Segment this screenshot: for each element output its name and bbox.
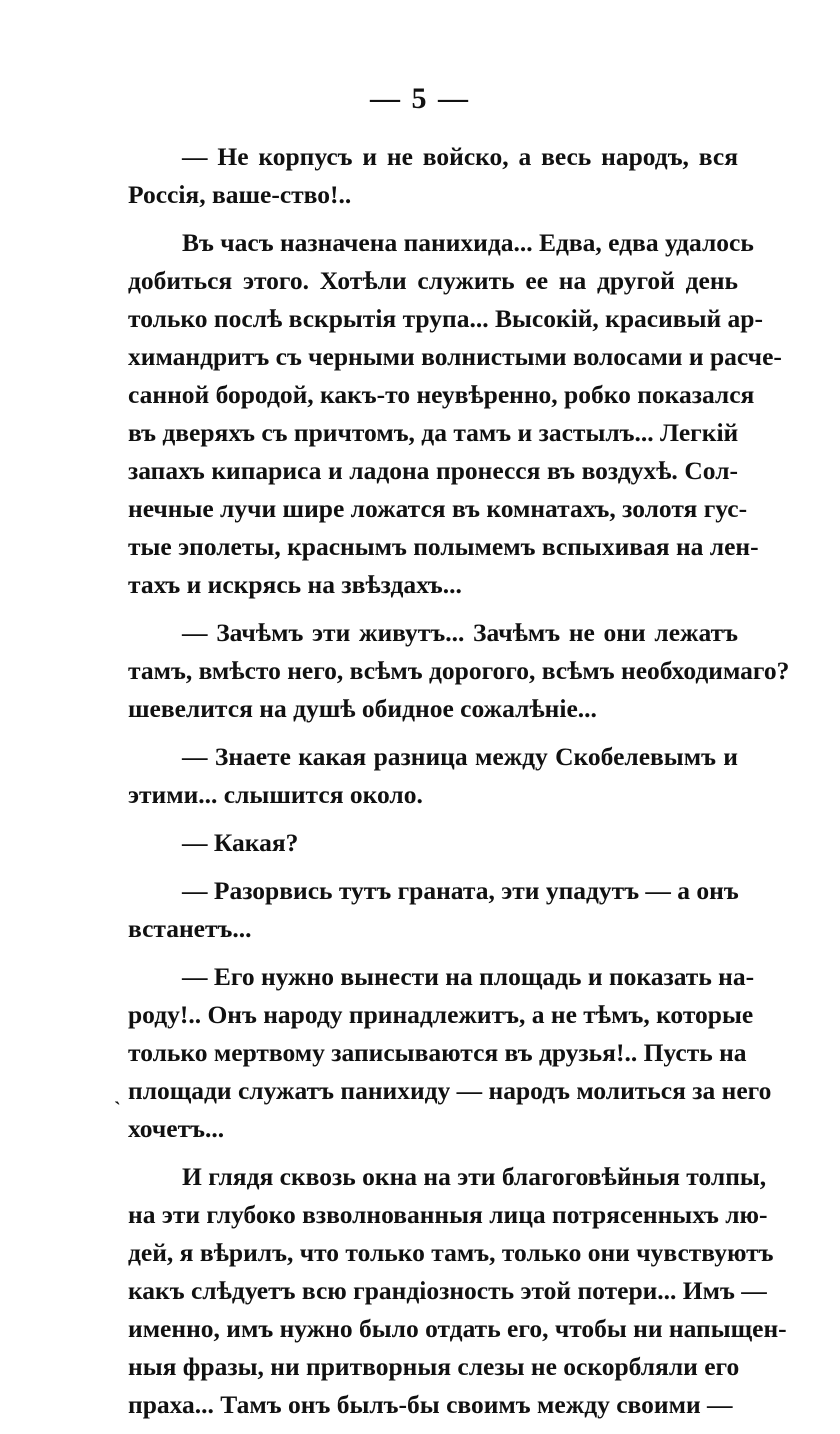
text-line: тамъ, вмѣсто него, всѣмъ дорогого, всѣмъ необходимаго? bbox=[128, 656, 790, 685]
paragraph bbox=[128, 224, 782, 604]
text-line: какъ слѣдуетъ всю грандіозность этой потери... Имъ — bbox=[128, 1276, 767, 1305]
text-line: встанетъ... bbox=[128, 914, 252, 943]
margin-mark: ˎ bbox=[114, 1083, 121, 1105]
text-line: хочетъ... bbox=[128, 1114, 225, 1143]
paragraph bbox=[128, 958, 772, 1148]
text-line: — Знаете какая разница между Скобелевымъ и bbox=[182, 742, 738, 771]
text-line: Въ часъ назначена панихида... Едва, едва удалось bbox=[182, 228, 754, 257]
text-line: тые эполеты, краснымъ полымемъ вспыхивая на лен- bbox=[128, 532, 759, 561]
text-line: праха... Тамъ онъ былъ-бы своимъ между своими — bbox=[128, 1390, 733, 1419]
paragraph bbox=[128, 614, 790, 728]
text-line: — Разорвись тутъ граната, эти упадутъ — а онъ bbox=[182, 876, 739, 905]
text-line: нечные лучи шире ложатся въ комнатахъ, золотя гус- bbox=[128, 494, 748, 523]
body-text bbox=[128, 138, 790, 1434]
text-line: И глядя сквозь окна на эти благоговѣйныя толпы, bbox=[182, 1162, 767, 1191]
text-line: дей, я вѣрилъ, что только тамъ, только они чувствуютъ bbox=[128, 1238, 774, 1267]
text-line: этими... слышится около. bbox=[128, 780, 423, 809]
text-line: роду!.. Онъ народу принадлежитъ, а не тѣмъ, которые bbox=[128, 1000, 754, 1029]
text-line: химандритъ съ черными волнистыми волосами и расче- bbox=[128, 342, 782, 371]
text-line: — Зачѣмъ эти живутъ... Зачѣмъ не они лежатъ bbox=[182, 618, 738, 647]
text-line: ныя фразы, ни притворныя слезы не оскорбляли его bbox=[128, 1352, 740, 1381]
text-line: въ дверяхъ съ причтомъ, да тамъ и застылъ... Легкій bbox=[128, 418, 739, 447]
text-line: — Не корпусъ и не войско, а весь народъ, вся bbox=[182, 142, 738, 171]
paragraph bbox=[128, 1158, 787, 1424]
text-line: на эти глубоко взволнованныя лица потрясенныхъ лю- bbox=[128, 1200, 768, 1229]
text-line: только послѣ вскрытія трупа... Высокій, красивый ар- bbox=[128, 304, 763, 333]
text-line: — Его нужно вынести на площадь и показать на- bbox=[182, 962, 755, 991]
paragraph bbox=[128, 824, 738, 862]
page-number: — 5 — bbox=[370, 82, 470, 115]
paragraph bbox=[128, 738, 738, 814]
paragraph bbox=[128, 138, 738, 214]
text-line: запахъ кипариса и ладона пронесся въ воздухѣ. Сол- bbox=[128, 456, 738, 485]
text-line: — Какая? bbox=[182, 828, 299, 857]
text-line: именно, имъ нужно было отдать его, чтобы ни напыщен- bbox=[128, 1314, 787, 1343]
text-line: Россія, ваше-ство!.. bbox=[128, 180, 352, 209]
text-line: санной бородой, какъ-то неувѣренно, робко показался bbox=[128, 380, 755, 409]
text-line: шевелится на душѣ обидное сожалѣніе... bbox=[128, 694, 597, 723]
text-line: добиться этого. Хотѣли служить ее на другой день bbox=[128, 266, 738, 295]
text-line: площади служатъ панихиду — народъ молиться за него bbox=[128, 1076, 772, 1105]
paragraph bbox=[128, 872, 738, 948]
text-line: только мертвому записываются въ друзья!.. Пусть на bbox=[128, 1038, 747, 1067]
text-line: тахъ и искрясь на звѣздахъ... bbox=[128, 570, 462, 599]
